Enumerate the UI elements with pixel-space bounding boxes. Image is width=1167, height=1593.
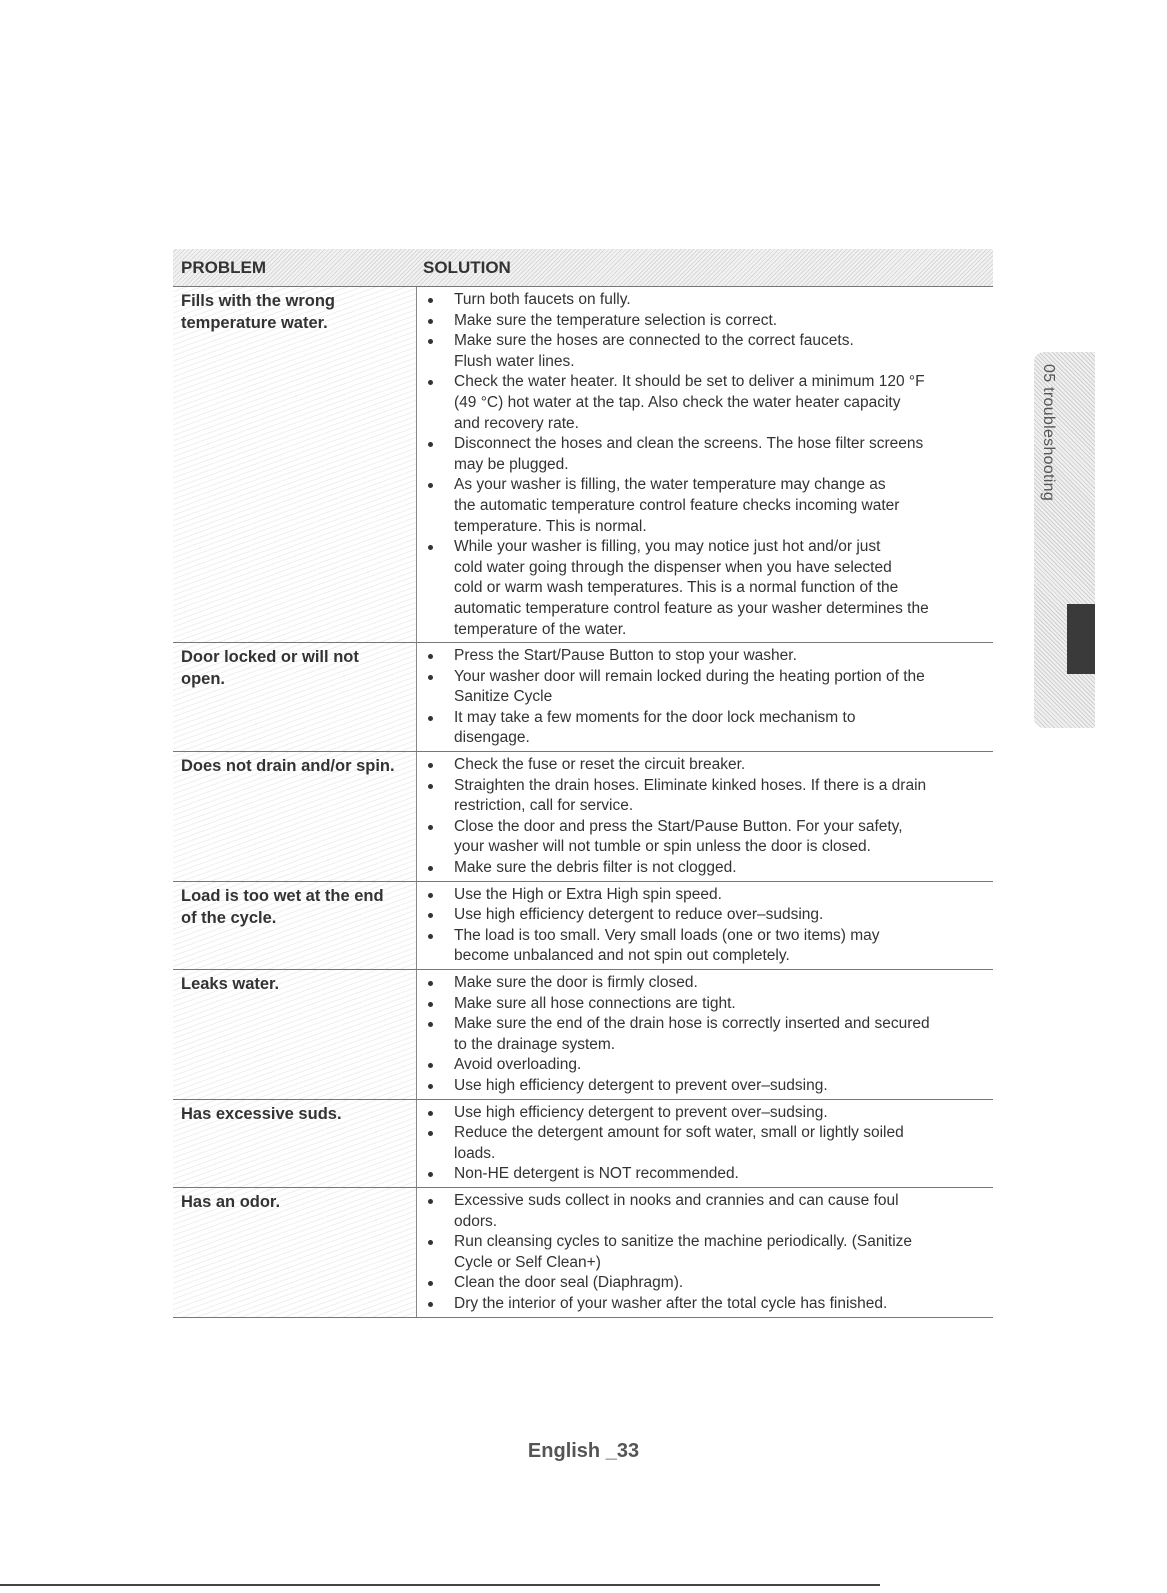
solution-item <box>426 905 993 926</box>
solution-text: restriction, call for service. <box>454 797 634 815</box>
problem-text: temperature water. <box>181 314 328 332</box>
solution-text: Cycle or Self Clean+) <box>454 1253 601 1271</box>
solution-item <box>426 885 993 906</box>
solution-text: Check the fuse or reset the circuit breaker. <box>454 756 746 774</box>
solution-item <box>426 537 993 640</box>
solution-text: (49 °C) hot water at the tap. Also check the water heater capacity <box>454 393 901 411</box>
solution-text: Reduce the detergent amount for soft water, small or lightly soiled <box>454 1124 904 1142</box>
problem-cell <box>173 1188 417 1317</box>
solution-item <box>426 290 993 311</box>
solution-text: The load is too small. Very small loads (one or two items) may <box>454 926 880 944</box>
problem-text: Has an odor. <box>181 1192 281 1211</box>
solution-item <box>426 1014 993 1055</box>
problem-text: Has excessive suds. <box>181 1104 342 1123</box>
solution-item <box>426 475 993 537</box>
solution-list <box>426 1191 993 1315</box>
solution-text: Use the High or Extra High spin speed. <box>454 885 722 903</box>
solution-item <box>426 973 993 994</box>
solution-text: Disconnect the hoses and clean the screens. The hose filter screens <box>454 435 924 453</box>
solution-text: While your washer is filling, you may notice just hot and/or just <box>454 538 881 556</box>
table-header <box>173 249 993 287</box>
solution-item <box>426 372 993 434</box>
solution-item <box>426 926 993 967</box>
solution-cell <box>417 752 993 881</box>
solution-text: the automatic temperature control feature checks incoming water <box>454 496 900 514</box>
solution-text: Use high efficiency detergent to reduce over–sudsing. <box>454 906 824 924</box>
solution-text: Close the door and press the Start/Pause Button. For your safety, <box>454 817 903 835</box>
solution-text: and recovery rate. <box>454 414 579 432</box>
table-body <box>173 287 993 1318</box>
bottom-divider <box>0 1584 880 1586</box>
solution-text: to the drainage system. <box>454 1035 616 1053</box>
problem-column-header: PROBLEM <box>181 258 266 277</box>
troubleshooting-table <box>173 249 993 1318</box>
solution-text: Dry the interior of your washer after the total cycle has finished. <box>454 1294 888 1312</box>
solution-text: Make sure the debris filter is not clogged. <box>454 859 737 877</box>
solution-item <box>426 331 993 372</box>
solution-text: Straighten the drain hoses. Eliminate kinked hoses. If there is a drain <box>454 776 927 794</box>
solution-text: Sanitize Cycle <box>454 688 553 706</box>
solution-text: cold or warm wash temperatures. This is a normal function of the <box>454 579 899 597</box>
solution-cell <box>417 643 993 751</box>
solution-list <box>426 646 993 749</box>
problem-text: Load is too wet at the end <box>181 886 384 905</box>
problem-cell <box>173 643 417 751</box>
solution-text: temperature of the water. <box>454 620 627 638</box>
solution-list <box>426 885 993 967</box>
solution-list <box>426 1103 993 1185</box>
problem-text: Does not drain and/or spin. <box>181 757 395 776</box>
solution-item <box>426 1055 993 1076</box>
solution-text: temperature. This is normal. <box>454 517 647 535</box>
solution-item <box>426 776 993 817</box>
solution-item <box>426 1076 993 1097</box>
problem-cell <box>173 970 417 1099</box>
solution-text: odors. <box>454 1212 498 1230</box>
solution-text: Make sure all hose connections are tight. <box>454 994 736 1012</box>
table-row <box>173 752 993 882</box>
solution-item <box>426 994 993 1015</box>
solution-text: It may take a few moments for the door lock mechanism to <box>454 708 856 726</box>
solution-item <box>426 708 993 749</box>
solution-item <box>426 817 993 858</box>
solution-text: Turn both faucets on fully. <box>454 291 631 308</box>
problem-cell <box>173 1100 417 1187</box>
table-row <box>173 882 993 970</box>
problem-text: Door locked or will not <box>181 648 359 667</box>
solution-item <box>426 667 993 708</box>
page-number: English _33 <box>527 1440 640 1462</box>
solution-item <box>426 1123 993 1164</box>
solution-item <box>426 311 993 332</box>
table-row <box>173 1100 993 1188</box>
solution-item <box>426 1273 993 1294</box>
problem-text: open. <box>181 670 225 689</box>
solution-cell <box>417 970 993 1099</box>
solution-text: disengage. <box>454 729 530 747</box>
solution-text: your washer will not tumble or spin unless the door is closed. <box>454 838 871 856</box>
problem-cell <box>173 287 417 642</box>
solution-item <box>426 755 993 776</box>
solution-text: Check the water heater. It should be set to deliver a minimum 120 °F <box>454 373 925 391</box>
solution-cell <box>417 287 993 642</box>
solution-list <box>426 973 993 1097</box>
table-row <box>173 970 993 1100</box>
solution-item <box>426 646 993 667</box>
solution-item <box>426 434 993 475</box>
solution-cell <box>417 1188 993 1317</box>
chapter-tab-marker <box>1067 604 1095 674</box>
table-row <box>173 287 993 643</box>
solution-text: Clean the door seal (Diaphragm). <box>454 1274 684 1292</box>
solution-cell <box>417 1100 993 1187</box>
solution-text: Make sure the door is firmly closed. <box>454 974 698 991</box>
solution-text: Non-HE detergent is NOT recommended. <box>454 1165 739 1183</box>
solution-text: may be plugged. <box>454 455 569 473</box>
solution-text: Excessive suds collect in nooks and crannies and can cause foul <box>454 1191 899 1209</box>
solution-text: automatic temperature control feature as your washer determines the <box>454 599 929 617</box>
solution-text: Your washer door will remain locked during the heating portion of the <box>454 667 925 685</box>
solution-text: loads. <box>454 1144 496 1162</box>
solution-text: Make sure the temperature selection is correct. <box>454 311 778 329</box>
problem-text: Fills with the wrong <box>181 292 335 310</box>
solution-item <box>426 1191 993 1232</box>
solution-column-header: SOLUTION <box>423 258 511 277</box>
solution-text: Make sure the hoses are connected to the correct faucets. <box>454 332 854 350</box>
problem-text: Leaks water. <box>181 975 280 993</box>
solution-text: Flush water lines. <box>454 352 575 370</box>
solution-cell <box>417 882 993 969</box>
solution-text: Press the Start/Pause Button to stop your washer. <box>454 647 797 665</box>
solution-item <box>426 1232 993 1273</box>
solution-item <box>426 1103 993 1124</box>
solution-list <box>426 290 993 640</box>
table-row <box>173 643 993 752</box>
problem-cell <box>173 752 417 881</box>
solution-text: Use high efficiency detergent to prevent over–sudsing. <box>454 1076 828 1094</box>
solution-item <box>426 858 993 879</box>
solution-item <box>426 1294 993 1315</box>
problem-cell <box>173 882 417 969</box>
solution-text: Make sure the end of the drain hose is correctly inserted and secured <box>454 1015 930 1033</box>
solution-text: become unbalanced and not spin out completely. <box>454 947 790 965</box>
chapter-tab-label: 05 troubleshooting <box>1040 364 1057 502</box>
solution-item <box>426 1164 993 1185</box>
solution-list <box>426 755 993 879</box>
solution-text: cold water going through the dispenser when you have selected <box>454 558 892 576</box>
solution-text: As your washer is filling, the water temperature may change as <box>454 476 886 494</box>
solution-text: Avoid overloading. <box>454 1056 582 1074</box>
solution-text: Run cleansing cycles to sanitize the machine periodically. (Sanitize <box>454 1233 913 1251</box>
table-row <box>173 1188 993 1318</box>
solution-text: Use high efficiency detergent to prevent over–sudsing. <box>454 1103 828 1121</box>
problem-text: of the cycle. <box>181 908 277 927</box>
